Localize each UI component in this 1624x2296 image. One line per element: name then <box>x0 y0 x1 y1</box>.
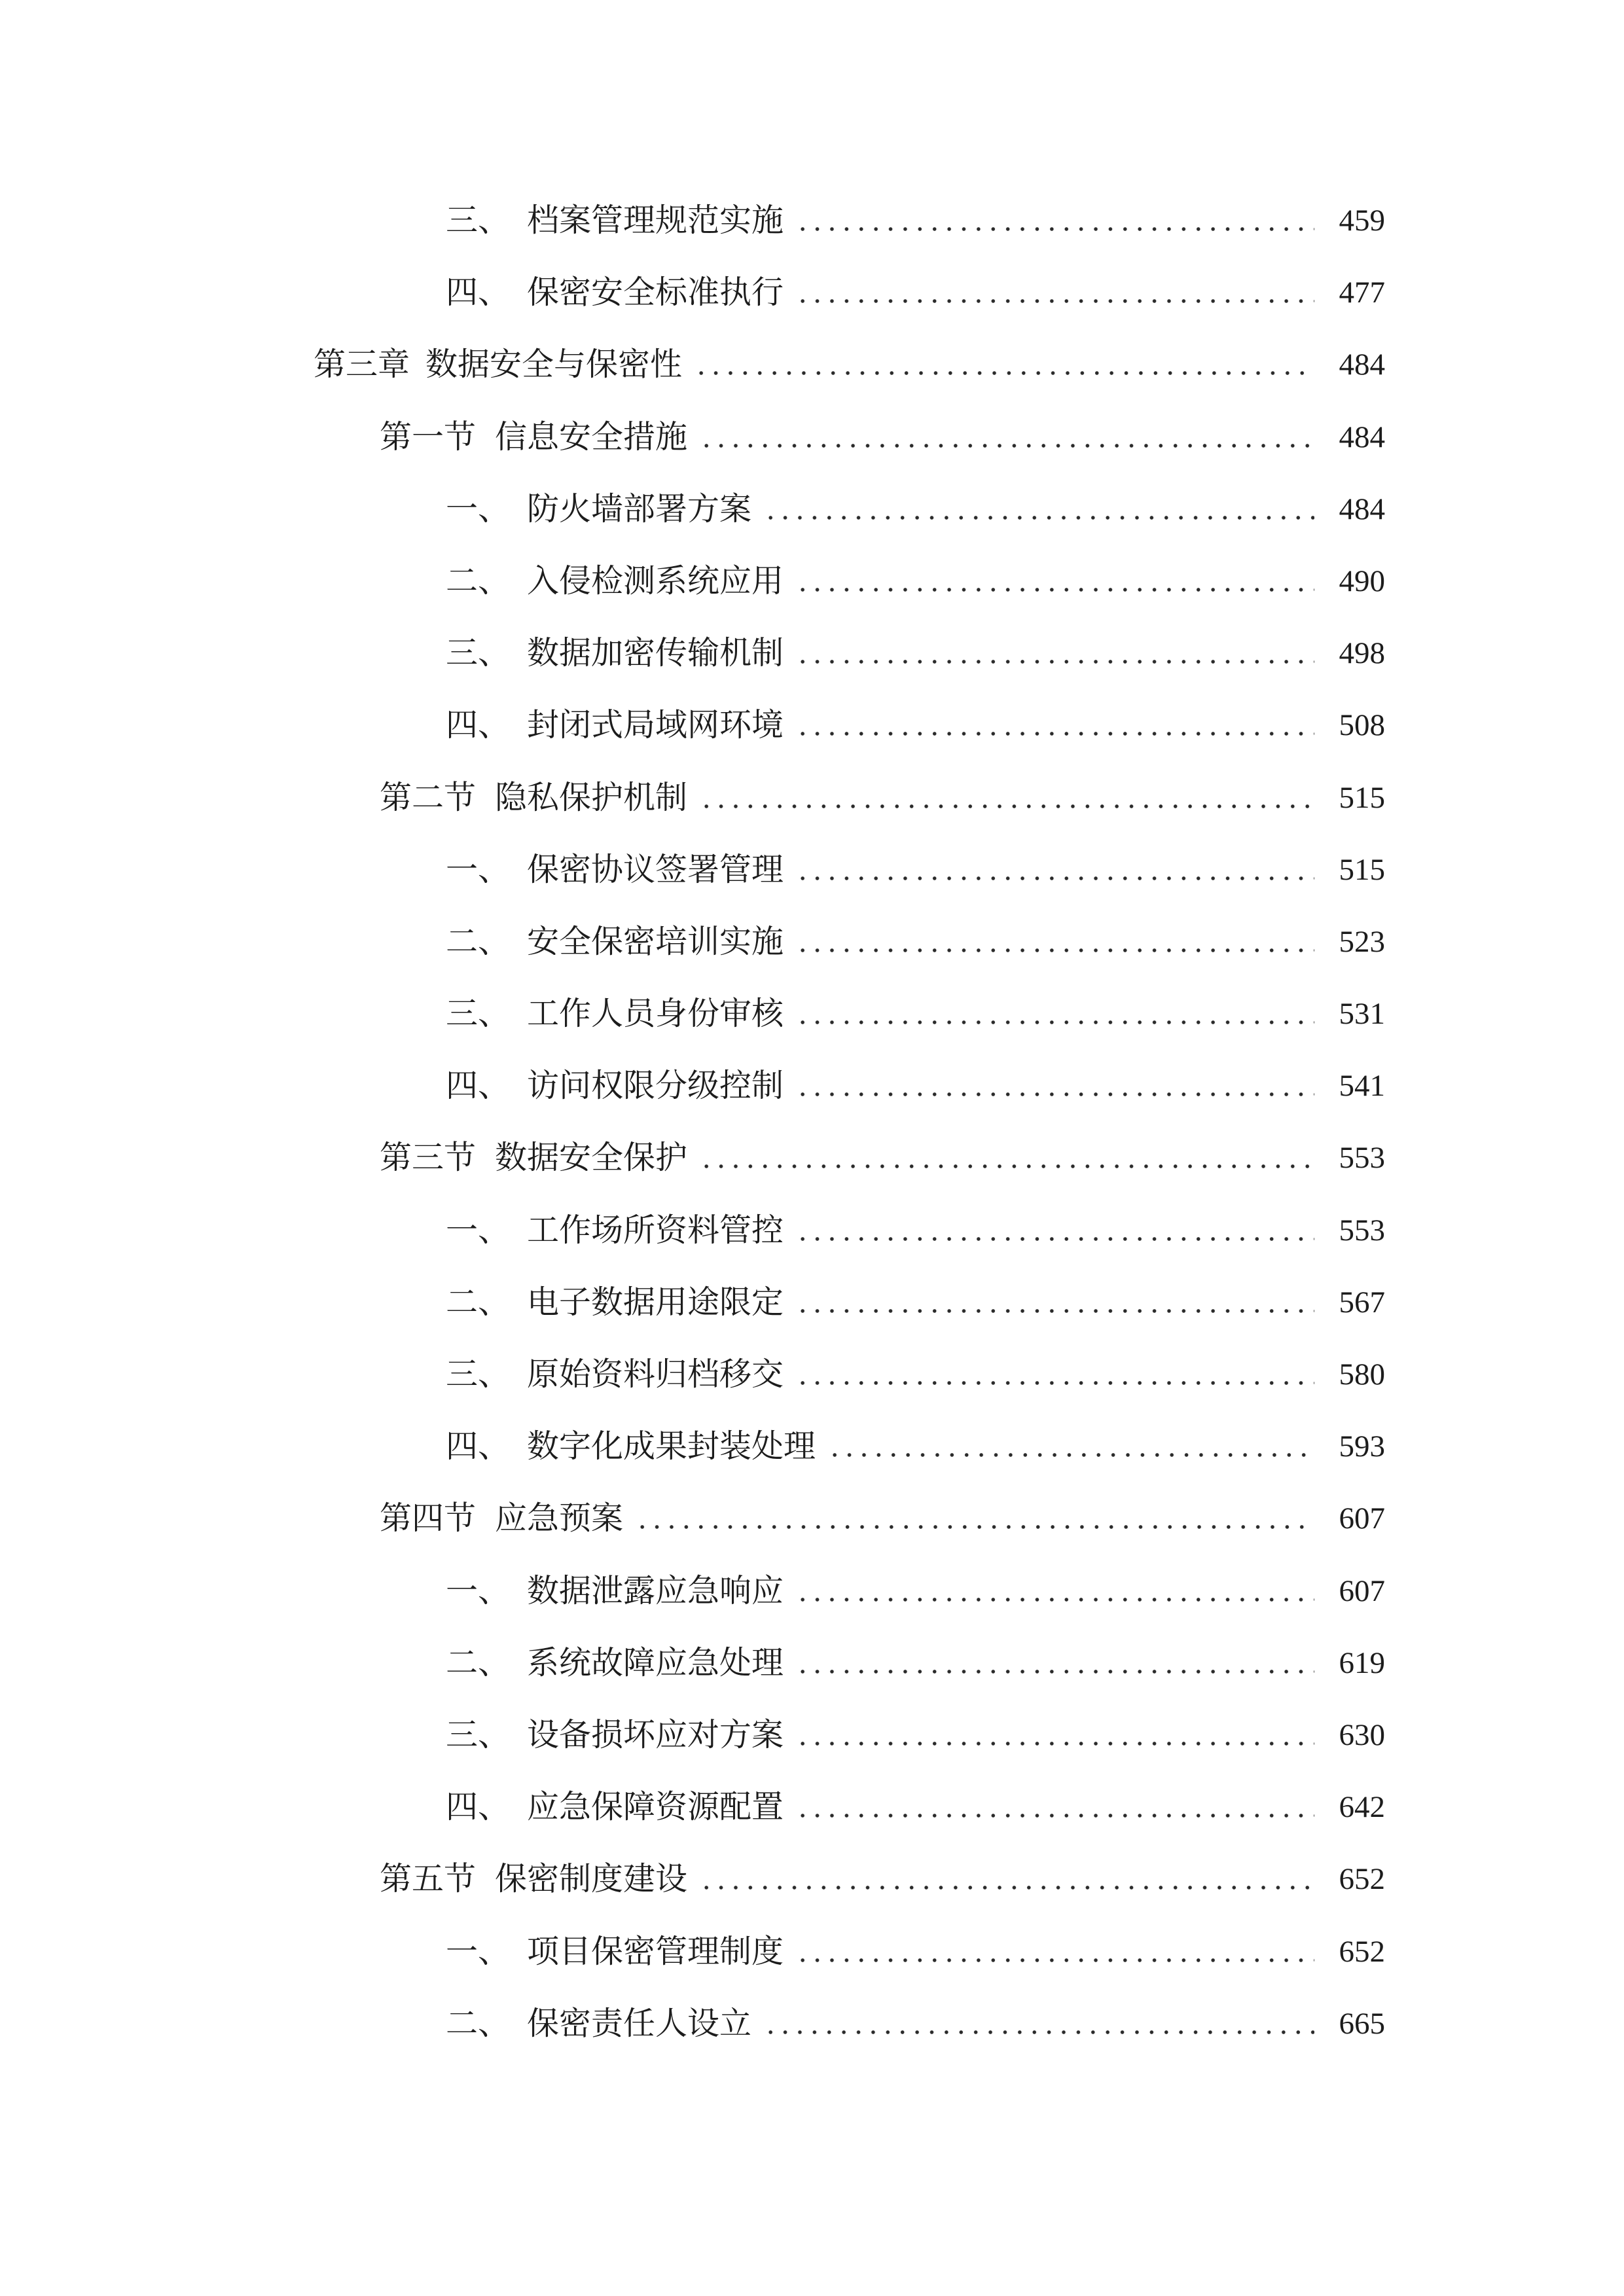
toc-page-number: 652 <box>1339 1862 1385 1897</box>
toc-entry-title: 保密制度建设 <box>495 1860 688 1898</box>
toc-entry-title: 系统故障应急处理 <box>527 1643 784 1681</box>
toc-page-number: 531 <box>1339 997 1385 1031</box>
toc-entry-label: 三、 <box>446 995 511 1033</box>
toc-page-number: 459 <box>1339 204 1385 238</box>
toc-entry-title: 保密责任人设立 <box>527 2004 752 2042</box>
toc-entry-title: 电子数据用途限定 <box>527 1283 784 1321</box>
dot-leader <box>794 1771 1314 1843</box>
toc-entry-item <box>0 1266 1385 1338</box>
toc-entry-section <box>0 1122 1385 1194</box>
toc-entry-item <box>0 978 1385 1050</box>
toc-entry-item <box>0 473 1385 545</box>
toc-entry-label: 三、 <box>446 634 511 672</box>
toc-entry-item <box>0 1771 1385 1843</box>
toc-entry-section <box>0 401 1385 473</box>
toc-entry-title: 数据加密传输机制 <box>527 634 784 672</box>
toc-entry-label: 三、 <box>446 202 511 239</box>
dot-leader <box>794 1555 1314 1627</box>
dot-leader <box>794 257 1314 329</box>
toc-entry-label: 二、 <box>446 562 511 600</box>
toc-page-number: 484 <box>1339 492 1385 526</box>
dot-leader <box>698 1122 1314 1194</box>
toc-page-number: 515 <box>1339 852 1385 887</box>
dot-leader <box>698 401 1314 473</box>
toc-entry-title: 工作场所资料管控 <box>527 1211 784 1249</box>
toc-page-number: 553 <box>1339 1141 1385 1175</box>
toc-page-number: 484 <box>1339 348 1385 382</box>
toc-entry-item <box>0 834 1385 906</box>
toc-entry-label: 一、 <box>446 1571 511 1609</box>
dot-leader <box>634 1482 1314 1554</box>
dot-leader <box>693 329 1314 401</box>
toc-entry-item <box>0 1338 1385 1410</box>
toc-entry-label: 二、 <box>446 1283 511 1321</box>
toc-entry-item <box>0 545 1385 617</box>
toc-entry-item <box>0 1988 1385 2060</box>
toc-entry-label: 四、 <box>446 1788 511 1826</box>
toc-entry-title: 安全保密培训实施 <box>527 922 784 960</box>
toc-entry-title: 保密协议签署管理 <box>527 850 784 888</box>
toc-entry-item <box>0 1555 1385 1627</box>
toc-entry-item <box>0 1050 1385 1122</box>
toc-page-number: 580 <box>1339 1357 1385 1391</box>
toc-page-number: 665 <box>1339 2006 1385 2041</box>
toc-entry-title: 入侵检测系统应用 <box>527 562 784 600</box>
table-of-contents <box>0 185 1385 2060</box>
toc-page-number: 567 <box>1339 1285 1385 1319</box>
toc-entry-label: 四、 <box>446 1427 511 1465</box>
toc-entry-title: 访问权限分级控制 <box>527 1067 784 1105</box>
toc-entry-title: 数字化成果封装处理 <box>527 1427 816 1465</box>
toc-entry-title: 封闭式局域网环境 <box>527 706 784 744</box>
toc-page-number: 523 <box>1339 924 1385 959</box>
dot-leader <box>794 834 1314 906</box>
dot-leader <box>794 1699 1314 1771</box>
toc-entry-title: 设备损坏应对方案 <box>527 1715 784 1753</box>
dot-leader <box>794 689 1314 761</box>
toc-entry-title: 工作人员身份审核 <box>527 995 784 1033</box>
dot-leader <box>826 1410 1314 1482</box>
toc-page-number: 593 <box>1339 1429 1385 1464</box>
toc-page-number: 490 <box>1339 564 1385 598</box>
toc-entry-label: 一、 <box>446 1932 511 1970</box>
toc-page-number: 508 <box>1339 708 1385 743</box>
dot-leader <box>794 1050 1314 1122</box>
toc-entry-title: 数据泄露应急响应 <box>527 1571 784 1609</box>
toc-entry-label: 第四节 <box>380 1499 477 1537</box>
toc-entry-label: 二、 <box>446 1643 511 1681</box>
dot-leader <box>794 1194 1314 1266</box>
toc-page-number: 619 <box>1339 1645 1385 1680</box>
toc-entry-label: 二、 <box>446 2004 511 2042</box>
toc-entry-label: 第三节 <box>380 1139 477 1177</box>
toc-entry-item <box>0 1916 1385 1988</box>
toc-page-number: 607 <box>1339 1501 1385 1536</box>
toc-entry-item <box>0 1410 1385 1482</box>
dot-leader <box>762 473 1314 545</box>
toc-entry-title: 档案管理规范实施 <box>527 202 784 239</box>
toc-entry-title: 信息安全措施 <box>495 418 688 456</box>
toc-entry-title: 应急预案 <box>495 1499 624 1537</box>
toc-entry-label: 二、 <box>446 922 511 960</box>
dot-leader <box>794 1338 1314 1410</box>
toc-entry-label: 第三章 <box>314 346 410 384</box>
toc-entry-item <box>0 906 1385 978</box>
toc-entry-title: 防火墙部署方案 <box>527 490 752 528</box>
dot-leader <box>794 1627 1314 1699</box>
toc-page-number: 541 <box>1339 1069 1385 1103</box>
dot-leader <box>794 545 1314 617</box>
toc-entry-label: 一、 <box>446 490 511 528</box>
toc-page-number: 652 <box>1339 1934 1385 1969</box>
dot-leader <box>698 762 1314 834</box>
toc-entry-item <box>0 1627 1385 1699</box>
toc-entry-title: 原始资料归档移交 <box>527 1355 784 1393</box>
toc-entry-label: 三、 <box>446 1715 511 1753</box>
dot-leader <box>794 617 1314 689</box>
toc-entry-title: 应急保障资源配置 <box>527 1788 784 1826</box>
toc-entry-label: 四、 <box>446 706 511 744</box>
toc-page-number: 498 <box>1339 636 1385 671</box>
toc-entry-item <box>0 689 1385 761</box>
toc-entry-label: 四、 <box>446 1067 511 1105</box>
toc-entry-title: 保密安全标准执行 <box>527 274 784 312</box>
toc-entry-title: 数据安全保护 <box>495 1139 688 1177</box>
dot-leader <box>698 1843 1314 1915</box>
dot-leader <box>794 1266 1314 1338</box>
toc-entry-section <box>0 762 1385 834</box>
toc-entry-label: 一、 <box>446 850 511 888</box>
toc-entry-label: 第五节 <box>380 1860 477 1898</box>
toc-entry-title: 数据安全与保密性 <box>425 346 683 384</box>
toc-entry-label: 第二节 <box>380 778 477 816</box>
toc-entry-item <box>0 1699 1385 1771</box>
toc-page-number: 642 <box>1339 1790 1385 1825</box>
toc-entry-section <box>0 1843 1385 1915</box>
toc-entry-label: 三、 <box>446 1355 511 1393</box>
toc-entry-label: 一、 <box>446 1211 511 1249</box>
toc-entry-item <box>0 617 1385 689</box>
toc-entry-item <box>0 257 1385 329</box>
dot-leader <box>794 1916 1314 1988</box>
toc-entry-item <box>0 185 1385 257</box>
toc-entry-title: 隐私保护机制 <box>495 778 688 816</box>
toc-page-number: 630 <box>1339 1717 1385 1752</box>
toc-page-number: 553 <box>1339 1213 1385 1247</box>
dot-leader <box>794 978 1314 1050</box>
dot-leader <box>794 906 1314 978</box>
toc-page-number: 484 <box>1339 420 1385 454</box>
toc-entry-title: 项目保密管理制度 <box>527 1932 784 1970</box>
toc-entry-chapter <box>0 329 1385 401</box>
toc-entry-item <box>0 1194 1385 1266</box>
dot-leader <box>794 185 1314 257</box>
toc-entry-label: 四、 <box>446 274 511 312</box>
toc-entry-section <box>0 1482 1385 1554</box>
toc-page-number: 477 <box>1339 276 1385 310</box>
dot-leader <box>762 1988 1314 2060</box>
toc-entry-label: 第一节 <box>380 418 477 456</box>
toc-page-number: 607 <box>1339 1573 1385 1608</box>
toc-page-number: 515 <box>1339 780 1385 815</box>
